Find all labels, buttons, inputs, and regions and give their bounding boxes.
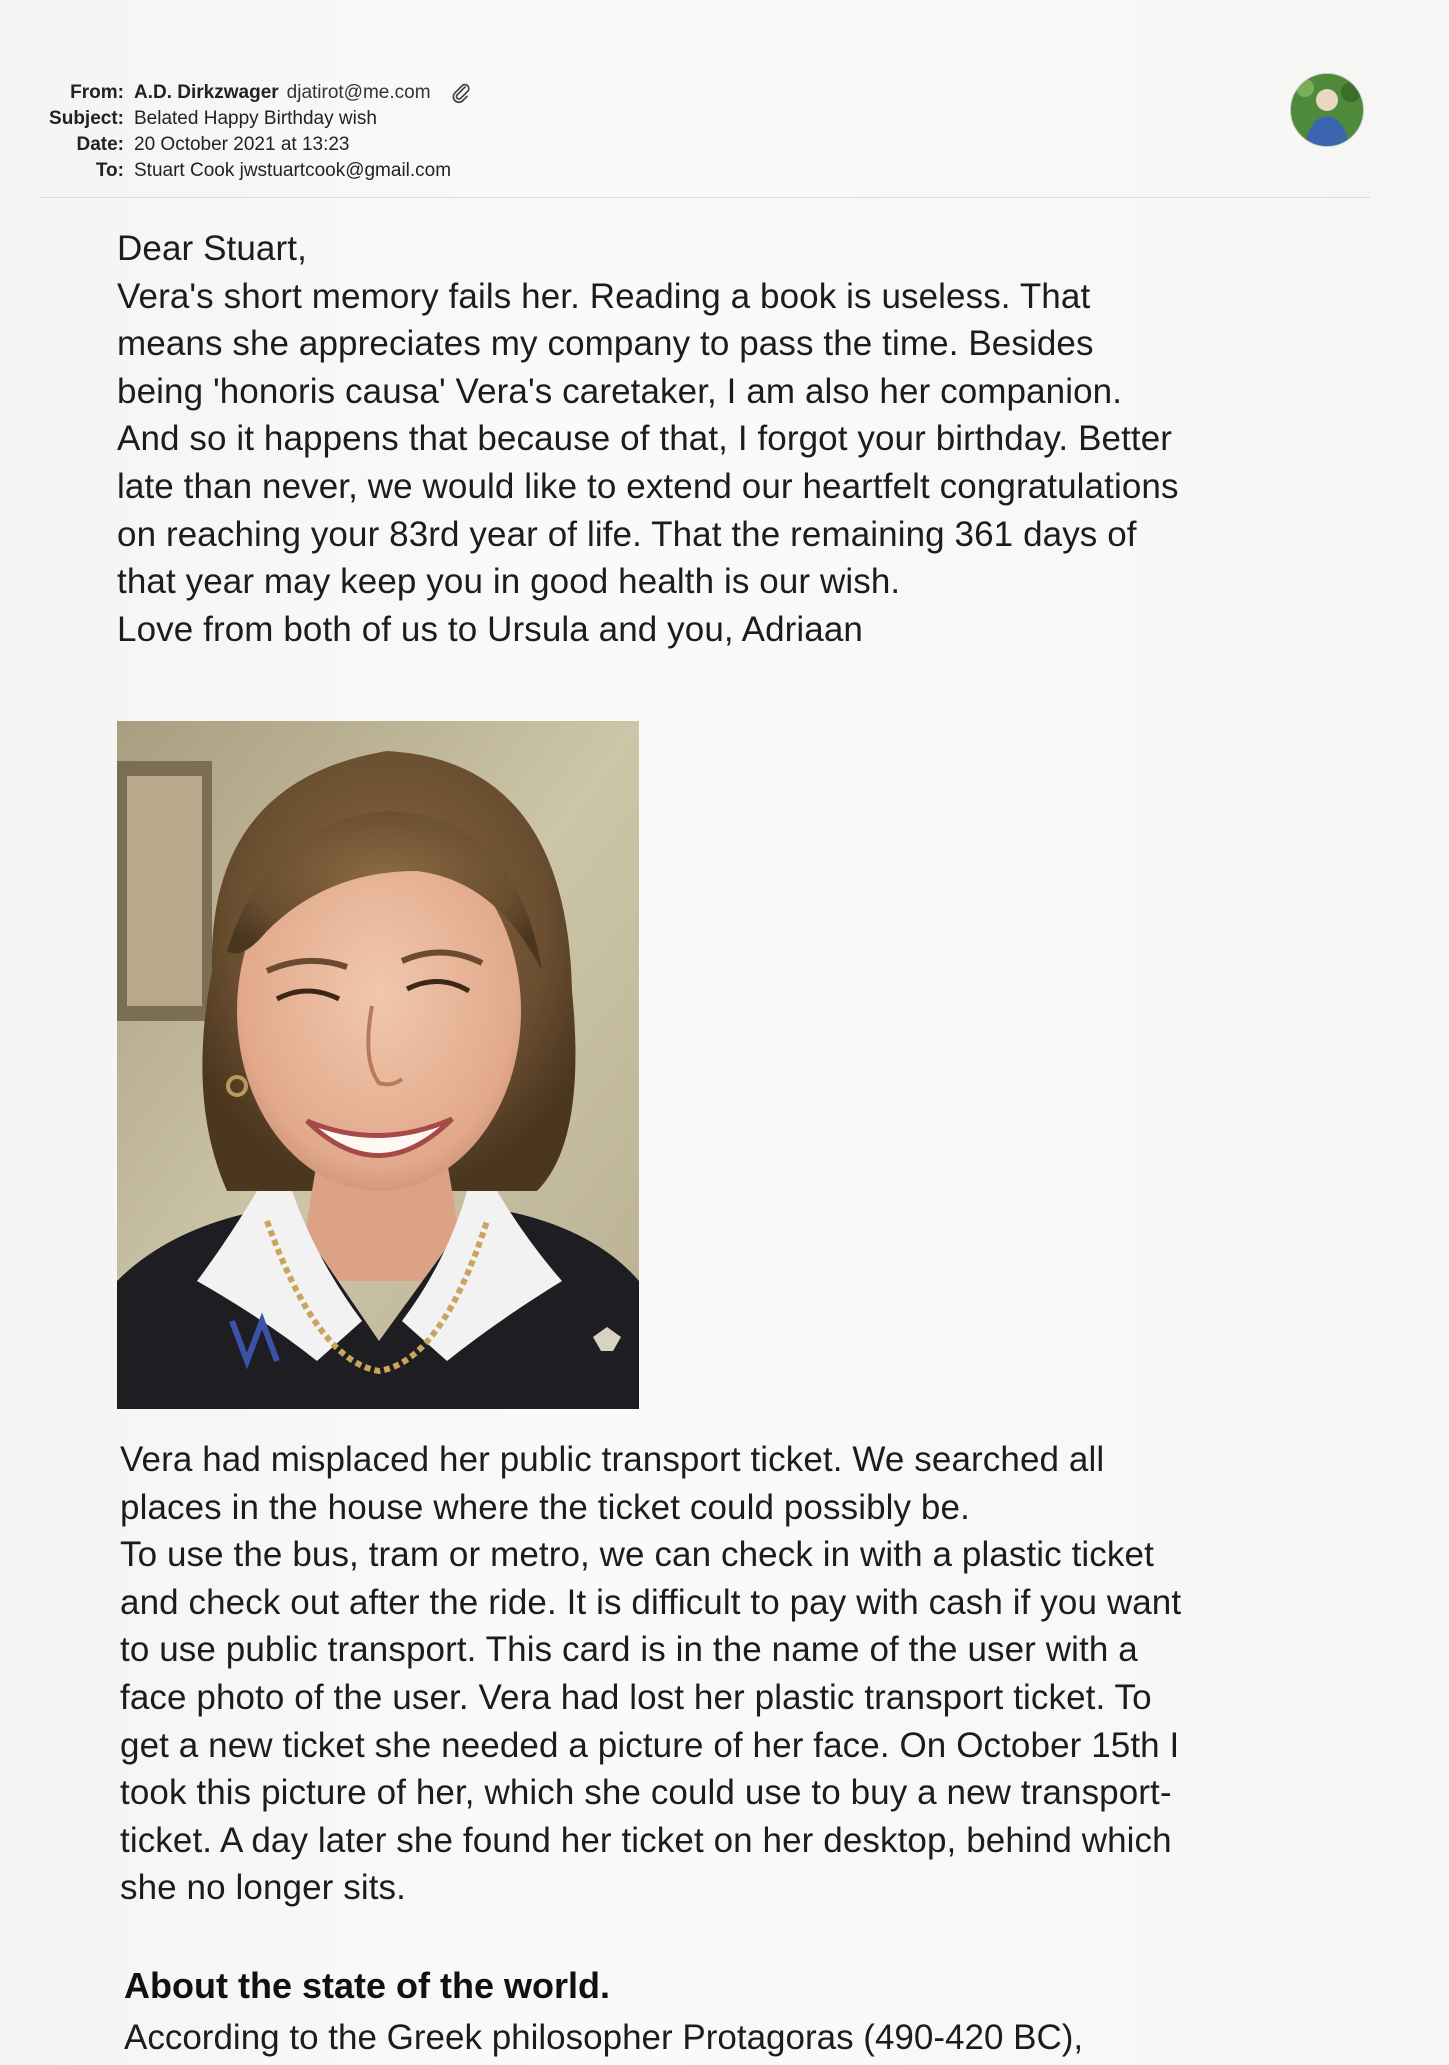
section-heading: About the state of the world. xyxy=(124,1965,610,2006)
avatar-person-icon xyxy=(1291,74,1363,146)
story-body xyxy=(120,1436,1380,1912)
letter-line: late than never, we would like to extend our heartfelt congratulations xyxy=(117,466,1179,506)
story-line: face photo of the user. Vera had lost her plastic transport ticket. To xyxy=(120,1677,1152,1717)
story-line: ticket. A day later she found her ticket on her desktop, behind which xyxy=(120,1820,1172,1860)
letter-line: Vera's short memory fails her. Reading a book is useless. That xyxy=(117,276,1091,316)
portrait-photo xyxy=(117,721,639,1409)
story-line: to use public transport. This card is in the name of the user with a xyxy=(120,1630,1138,1670)
from-row xyxy=(40,80,1370,106)
letter-line: that year may keep you in good health is our wish. xyxy=(117,562,901,602)
subject-row xyxy=(40,106,1370,132)
to-label: To: xyxy=(95,160,124,181)
story-line: and check out after the ride. It is difficult to pay with cash if you want xyxy=(120,1582,1182,1622)
story-line: places in the house where the ticket could possibly be. xyxy=(120,1487,970,1527)
from-value xyxy=(134,80,472,106)
subject-label: Subject: xyxy=(49,108,124,129)
letter-line: Love from both of us to Ursula and you, Adriaan xyxy=(117,609,863,649)
section-first-line: According to the Greek philosopher Protagoras (490-420 BC), xyxy=(124,2018,1084,2057)
story-line: Vera had misplaced her public transport ticket. We searched all xyxy=(120,1440,1105,1479)
story-line: she no longer sits. xyxy=(120,1868,406,1908)
from-name: A.D. Dirkzwager xyxy=(134,82,279,103)
header-divider xyxy=(40,197,1370,198)
letter-line: And so it happens that because of that, I forgot your birthday. Better xyxy=(117,419,1173,459)
to-row xyxy=(40,158,1370,184)
letter-line: being 'honoris causa' Vera's caretaker, I am also her companion. xyxy=(117,371,1123,411)
from-label: From: xyxy=(70,82,124,103)
story-line: get a new ticket she needed a picture of her face. On October 15th I xyxy=(120,1725,1180,1765)
date-row xyxy=(40,132,1370,158)
date-value: 20 October 2021 at 13:23 xyxy=(134,134,350,155)
subject-value: Belated Happy Birthday wish xyxy=(134,108,377,129)
paperclip-icon[interactable] xyxy=(450,82,472,104)
date-label: Date: xyxy=(76,134,124,155)
letter-line: on reaching your 83rd year of life. That the remaining 361 days of xyxy=(117,514,1137,554)
letter-body xyxy=(117,225,1377,653)
sender-avatar[interactable] xyxy=(1290,73,1364,147)
letter-line: Dear Stuart, xyxy=(117,229,307,268)
from-email[interactable]: djatirot@me.com xyxy=(286,82,431,103)
story-line: took this picture of her, which she could use to buy a new transport- xyxy=(120,1773,1172,1813)
email-header xyxy=(40,80,1370,184)
story-line: To use the bus, tram or metro, we can check in with a plastic ticket xyxy=(120,1535,1154,1575)
letter-line: means she appreciates my company to pass the time. Besides xyxy=(117,324,1094,364)
to-value: Stuart Cook jwstuartcook@gmail.com xyxy=(134,160,452,181)
